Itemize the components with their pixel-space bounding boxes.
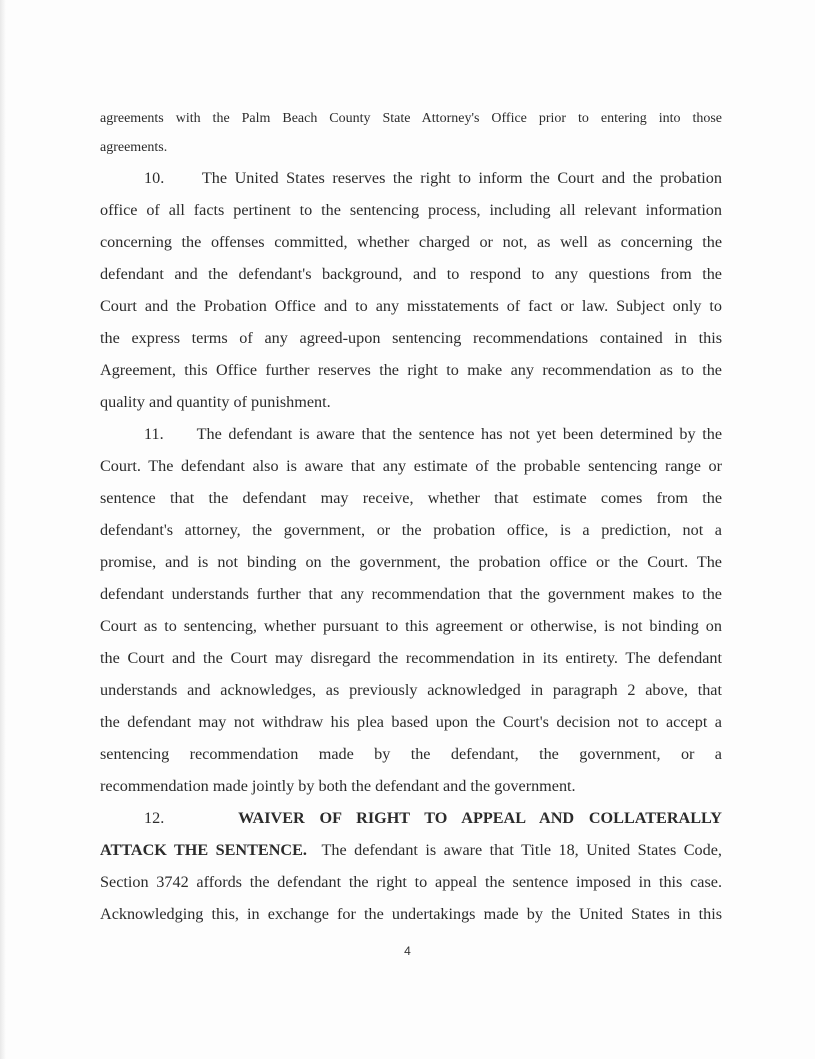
paragraph-heading-line-2	[100, 834, 722, 866]
paragraph-number: 12.	[144, 809, 165, 827]
scan-edge	[0, 0, 6, 1059]
section-heading-continued: ATTACK THE SENTENCE.	[100, 841, 307, 859]
text-line: concerning the offenses committed, whether charged or not, as well as concerning the	[100, 233, 722, 251]
text-line: defendant's attorney, the government, or the probation office, is a prediction, not a	[100, 521, 722, 539]
text-line: understands and acknowledges, as previously acknowledged in paragraph 2 above, that	[100, 681, 722, 699]
paragraph-12	[100, 802, 722, 930]
page-number: 4	[404, 944, 411, 958]
text-line: defendant understands further that any recommendation that the government makes to the	[100, 585, 722, 603]
paragraph-first-line	[100, 418, 722, 450]
text-line: agreements with the Palm Beach County State Attorney's Office prior to entering into those	[100, 111, 722, 126]
text-line: sentence that the defendant may receive, whether that estimate comes from the	[100, 489, 722, 507]
document-body	[100, 104, 722, 930]
text-line: Court and the Probation Office and to any misstatements of fact or law. Subject only to	[100, 297, 722, 315]
text-line: defendant and the defendant's background, and to respond to any questions from the	[100, 265, 722, 283]
text-line: Court as to sentencing, whether pursuant to this agreement or otherwise, is not binding on	[100, 617, 722, 635]
continuation-paragraph	[100, 104, 722, 162]
text-line: The United States reserves the right to inform the Court and the probation	[201, 169, 722, 187]
text-line: agreements.	[100, 140, 168, 155]
paragraph-number: 11.	[144, 425, 164, 443]
text-line: sentencing recommendation made by the defendant, the government, or a	[100, 745, 722, 763]
text-line: the Court and the Court may disregard the recommendation in its entirety. The defendant	[100, 649, 722, 667]
text-line: The defendant is aware that the sentence has not yet been determined by the	[196, 425, 722, 443]
text-line: Section 3742 affords the defendant the right to appeal the sentence imposed in this case.	[100, 873, 722, 891]
paragraph-10	[100, 162, 722, 418]
text-line: recommendation made jointly by both the defendant and the government.	[100, 777, 576, 795]
paragraph-first-line	[100, 162, 722, 194]
text-line: Court. The defendant also is aware that any estimate of the probable sentencing range or	[100, 457, 722, 475]
paragraph-11	[100, 418, 722, 802]
section-heading: WAIVER OF RIGHT TO APPEAL AND COLLATERALLY	[238, 809, 722, 827]
text-line: promise, and is not binding on the government, the probation office or the Court. The	[100, 553, 722, 571]
paragraph-heading-line	[100, 802, 722, 834]
text-line: the express terms of any agreed-upon sentencing recommendations contained in this	[100, 329, 722, 347]
text-line: Agreement, this Office further reserves the right to make any recommendation as to the	[100, 361, 722, 379]
text-line: quality and quantity of punishment.	[100, 393, 331, 411]
paragraph-number: 10.	[144, 169, 165, 187]
text-line: the defendant may not withdraw his plea based upon the Court's decision not to accept a	[100, 713, 722, 731]
text-line: Acknowledging this, in exchange for the undertakings made by the United States in this	[100, 905, 722, 923]
text-line: office of all facts pertinent to the sentencing process, including all relevant information	[100, 201, 722, 219]
text-line: The defendant is aware that Title 18, United States Code,	[321, 841, 722, 859]
